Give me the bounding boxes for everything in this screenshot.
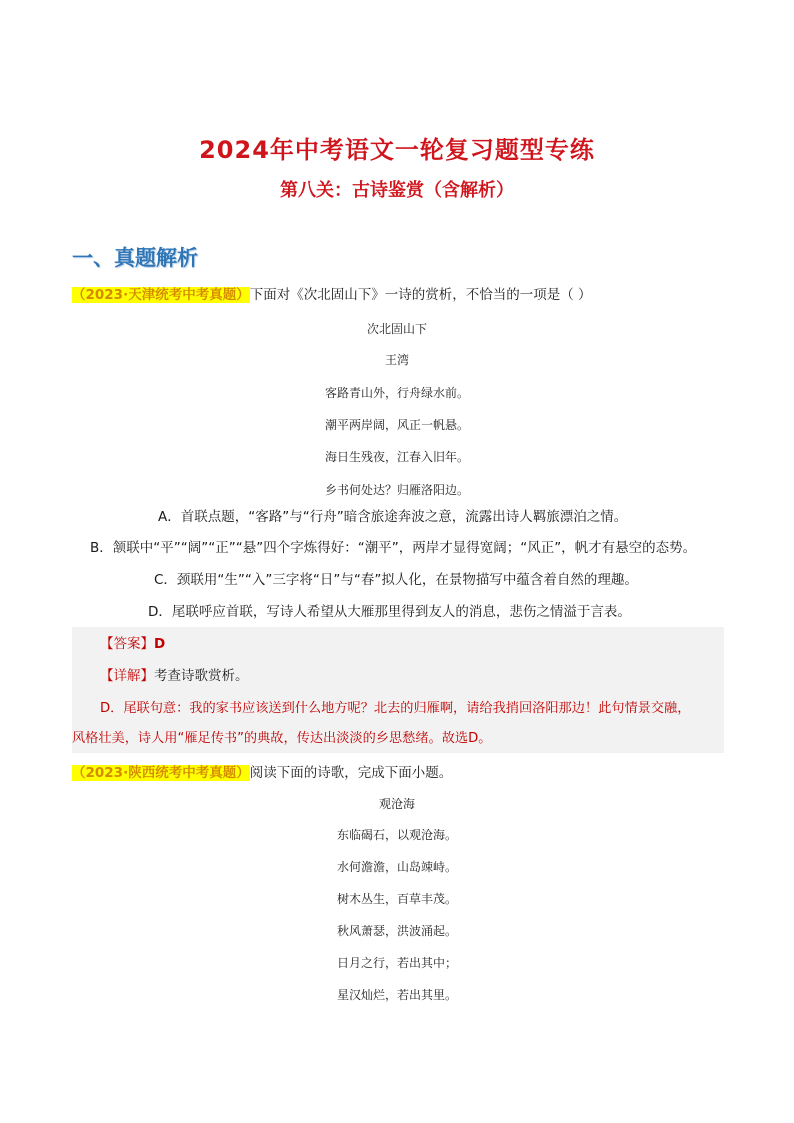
poem-2-title: 观沧海 [378, 797, 415, 811]
question-1-prompt: 下面对《次北固山下》一诗的赏析，不恰当的一项是（ ） [249, 287, 592, 303]
poem-1-line: 潮平两岸阔，风正一帆悬。 [324, 418, 469, 432]
option-d: D．尾联呼应首联，写诗人希望从大雁那里得到友人的消息，悲伤之情溢于言表。 [148, 604, 631, 620]
answer-label: 【答案】 [100, 636, 154, 652]
detail-text: 考查诗歌赏析。 [154, 668, 249, 684]
poem-2-line: 树木丛生，百草丰茂。 [336, 892, 457, 906]
section-heading: 一、真题解析 [72, 246, 198, 270]
poem-2-line: 日月之行，若出其中； [336, 956, 457, 970]
question-2-line [72, 763, 452, 783]
poem-2-line: 星汉灿烂，若出其里。 [336, 988, 457, 1002]
poem-1-author: 王湾 [384, 353, 409, 367]
page-subtitle: 第八关：古诗鉴赏（含解析） [280, 180, 514, 201]
option-a: A．首联点题，“客路”与“行舟”暗含旅途奔波之意，流露出诗人羁旅漂泊之情。 [158, 509, 628, 525]
poem-2-line: 秋风萧瑟，洪波涌起。 [336, 924, 457, 938]
page-title: 2024年中考语文一轮复习题型专练 [199, 136, 595, 164]
poem-1-line: 乡书何处达？归雁洛阳边。 [324, 483, 469, 497]
explanation-line-2: 风格壮美，诗人用“雁足传书”的典故，传达出淡淡的乡思愁绪。故选D。 [72, 731, 492, 746]
answer-value: D [154, 636, 166, 652]
detail-label: 【详解】 [100, 668, 154, 684]
question-1-source-tag: （2023·天津统考中考真题） [72, 287, 250, 303]
explanation-line-1: D．尾联句意：我的家书应该送到什么地方呢？北去的归雁啊，请给我捎回洛阳那边！此句情景交融， [100, 701, 691, 716]
option-c: C．颈联用“生”“入”三字将“日”与“春”拟人化，在景物描写中蕴含着自然的理趣。 [154, 572, 638, 588]
poem-1-line: 客路青山外，行舟绿水前。 [324, 386, 469, 400]
option-b: B．颔联中“平”“阔”“正”“悬”四个字炼得好：“潮平”，两岸才显得宽阔；“风正”，帆才有悬空的态势。 [90, 540, 697, 556]
poem-1-line: 海日生残夜，江春入旧年。 [324, 450, 469, 464]
question-1-line [72, 285, 592, 305]
question-2-prompt: 阅读下面的诗歌，完成下面小题。 [249, 765, 453, 781]
poem-2-line: 水何澹澹，山岛竦峙。 [336, 860, 457, 874]
answer-line [100, 634, 165, 654]
poem-1-title: 次北固山下 [366, 322, 427, 336]
detail-line [100, 666, 249, 686]
poem-2-line: 东临碣石，以观沧海。 [336, 828, 457, 842]
question-2-source-tag: （2023·陕西统考中考真题） [72, 765, 250, 781]
